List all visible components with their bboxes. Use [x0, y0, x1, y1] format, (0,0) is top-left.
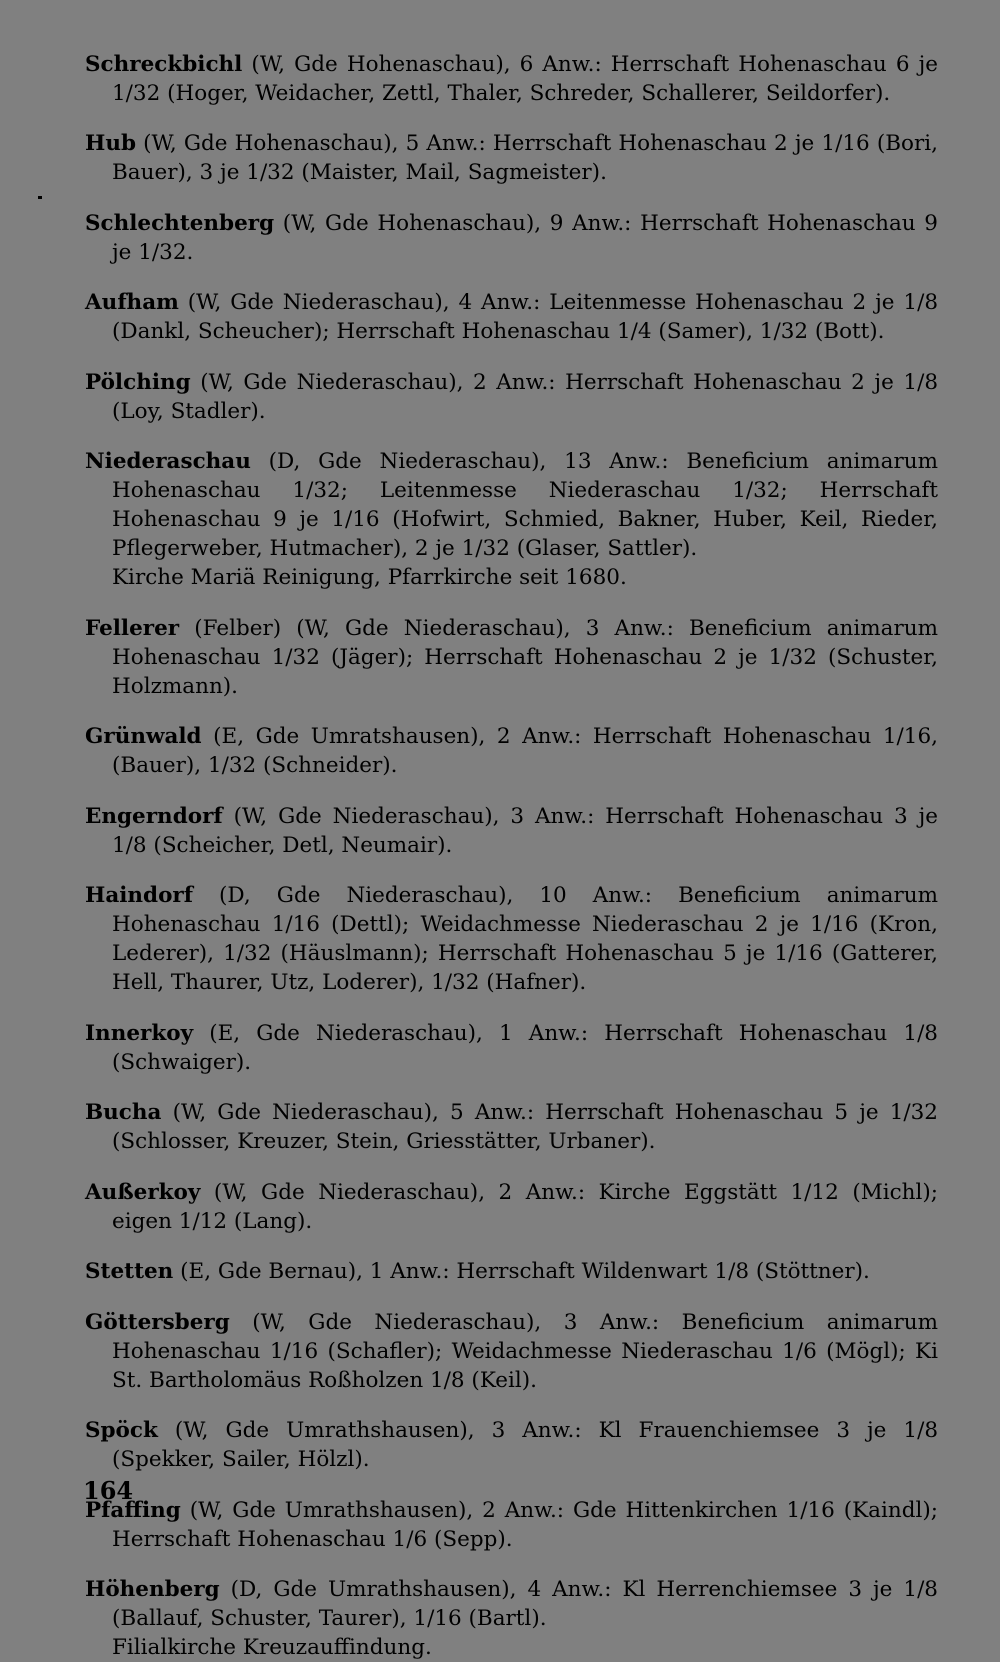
- entry-text: (Felber) (W, Gde Niederaschau), 3 Anw.: Beneficium animarum Hohenaschau 1/32 (Jäger); Herrschaft Hohenaschau 2 je 1/32 (Schuster, Holzmann).: [112, 616, 938, 699]
- page-number: 164: [83, 1476, 133, 1505]
- place-name: Pölching: [85, 370, 191, 395]
- place-name: Haindorf: [85, 883, 193, 908]
- place-name: Schlechtenberg: [85, 211, 274, 236]
- entry-note: Kirche Mariä Reinigung, Pfarrkirche seit 1680.: [112, 563, 938, 592]
- entry-text: (W, Gde Niederaschau), 2 Anw.: Herrschaft Hohenaschau 2 je 1/8 (Loy, Stadler).: [112, 370, 938, 424]
- place-name: Engerndorf: [85, 804, 223, 829]
- place-name: Pfaffing: [85, 1498, 181, 1523]
- place-entry: [85, 1308, 938, 1395]
- place-entry: [85, 1575, 938, 1662]
- entry-text: (W, Gde Niederaschau), 3 Anw.: Beneficium animarum Hohenaschau 1/16 (Schafler); Weidachmesse Niederaschau 1/6 (Mögl); Ki St. Bartholomäus Roßholzen 1/8 (Keil).: [112, 1310, 938, 1393]
- place-name: Hub: [85, 131, 136, 156]
- place-name: Innerkoy: [85, 1021, 193, 1046]
- scan-speck: [38, 196, 42, 199]
- place-name: Grünwald: [85, 724, 202, 749]
- entry-text: (W, Gde Umrathshausen), 3 Anw.: Kl Frauenchiemsee 3 je 1/8 (Spekker, Sailer, Hölzl).: [112, 1418, 938, 1472]
- place-name: Fellerer: [85, 616, 179, 641]
- place-name: Spöck: [85, 1418, 158, 1443]
- entry-text: (W, Gde Niederaschau), 3 Anw.: Herrschaft Hohenaschau 3 je 1/8 (Scheicher, Detl, Neumair).: [112, 804, 938, 858]
- place-entry: [85, 1098, 938, 1156]
- entry-text: (W, Gde Hohenaschau), 6 Anw.: Herrschaft Hohenaschau 6 je 1/32 (Hoger, Weidacher, Zettl, Thaler, Schreder, Schallerer, Seildorfer).: [112, 52, 938, 106]
- place-entry: [85, 129, 938, 187]
- entry-text: (D, Gde Umrathshausen), 4 Anw.: Kl Herrenchiemsee 3 je 1/8 (Ballauf, Schuster, Taurer), 1/16 (Bartl).: [112, 1577, 938, 1631]
- place-entry: [85, 288, 938, 346]
- entry-text: (E, Gde Niederaschau), 1 Anw.: Herrschaft Hohenaschau 1/8 (Schwaiger).: [112, 1021, 938, 1075]
- place-name: Göttersberg: [85, 1310, 230, 1335]
- entry-text: (W, Gde Umrathshausen), 2 Anw.: Gde Hittenkirchen 1/16 (Kaindl); Herrschaft Hohenaschau 1/6 (Sepp).: [112, 1498, 938, 1552]
- place-entry: [85, 881, 938, 997]
- entry-text: (D, Gde Niederaschau), 13 Anw.: Beneficium animarum Hohenaschau 1/32; Leitenmesse Niederaschau 1/32; Herrschaft Hohenaschau 9 je 1/16 (Hofwirt, Schmied, Bakner, Huber, Keil, Rieder, Pflegerweber, Hutmacher), 2 je 1/32 (Glaser, Sattler).: [112, 449, 938, 561]
- place-name: Niederaschau: [85, 449, 251, 474]
- place-name: Stetten: [85, 1259, 173, 1284]
- place-entry: [85, 722, 938, 780]
- place-entry: [85, 1178, 938, 1236]
- entry-text: (E, Gde Bernau), 1 Anw.: Herrschaft Wildenwart 1/8 (Stöttner).: [173, 1259, 870, 1284]
- place-entry: [85, 614, 938, 701]
- place-entry: [85, 1257, 938, 1286]
- entry-text: (D, Gde Niederaschau), 10 Anw.: Beneficium animarum Hohenaschau 1/16 (Dettl); Weidachmesse Niederaschau 2 je 1/16 (Kron, Lederer), 1/32 (Häuslmann); Herrschaft Hohenaschau 5 je 1/16 (Gatterer, Hell, Thaurer, Utz, Loderer), 1/32 (Hafner).: [112, 883, 938, 995]
- place-entry: [85, 1496, 938, 1554]
- place-name: Aufham: [85, 290, 179, 315]
- place-entry: [85, 368, 938, 426]
- entry-note: Filialkirche Kreuzauffindung.: [112, 1633, 938, 1662]
- place-entry: [85, 802, 938, 860]
- place-entry: [85, 209, 938, 267]
- place-name: Bucha: [85, 1100, 161, 1125]
- entry-text: (E, Gde Umratshausen), 2 Anw.: Herrschaft Hohenaschau 1/16, (Bauer), 1/32 (Schneider).: [112, 724, 938, 778]
- entry-text: (W, Gde Niederaschau), 2 Anw.: Kirche Eggstätt 1/12 (Michl); eigen 1/12 (Lang).: [112, 1180, 938, 1234]
- entry-text: (W, Gde Niederaschau), 4 Anw.: Leitenmesse Hohenaschau 2 je 1/8 (Dankl, Scheucher); Herrschaft Hohenaschau 1/4 (Samer), 1/32 (Bott).: [112, 290, 938, 344]
- place-entry: [85, 447, 938, 592]
- place-entry: [85, 50, 938, 108]
- place-name: Außerkoy: [85, 1180, 200, 1205]
- entry-text: (W, Gde Hohenaschau), 9 Anw.: Herrschaft Hohenaschau 9 je 1/32.: [112, 211, 938, 265]
- entry-list: [85, 50, 938, 1662]
- entry-text: (W, Gde Hohenaschau), 5 Anw.: Herrschaft Hohenaschau 2 je 1/16 (Bori, Bauer), 3 je 1/32 (Maister, Mail, Sagmeister).: [112, 131, 938, 185]
- place-name: Schreckbichl: [85, 52, 242, 77]
- place-entry: [85, 1019, 938, 1077]
- place-name: Höhenberg: [85, 1577, 220, 1602]
- entry-text: (W, Gde Niederaschau), 5 Anw.: Herrschaft Hohenaschau 5 je 1/32 (Schlosser, Kreuzer, Stein, Griesstätter, Urbaner).: [112, 1100, 938, 1154]
- place-entry: [85, 1416, 938, 1474]
